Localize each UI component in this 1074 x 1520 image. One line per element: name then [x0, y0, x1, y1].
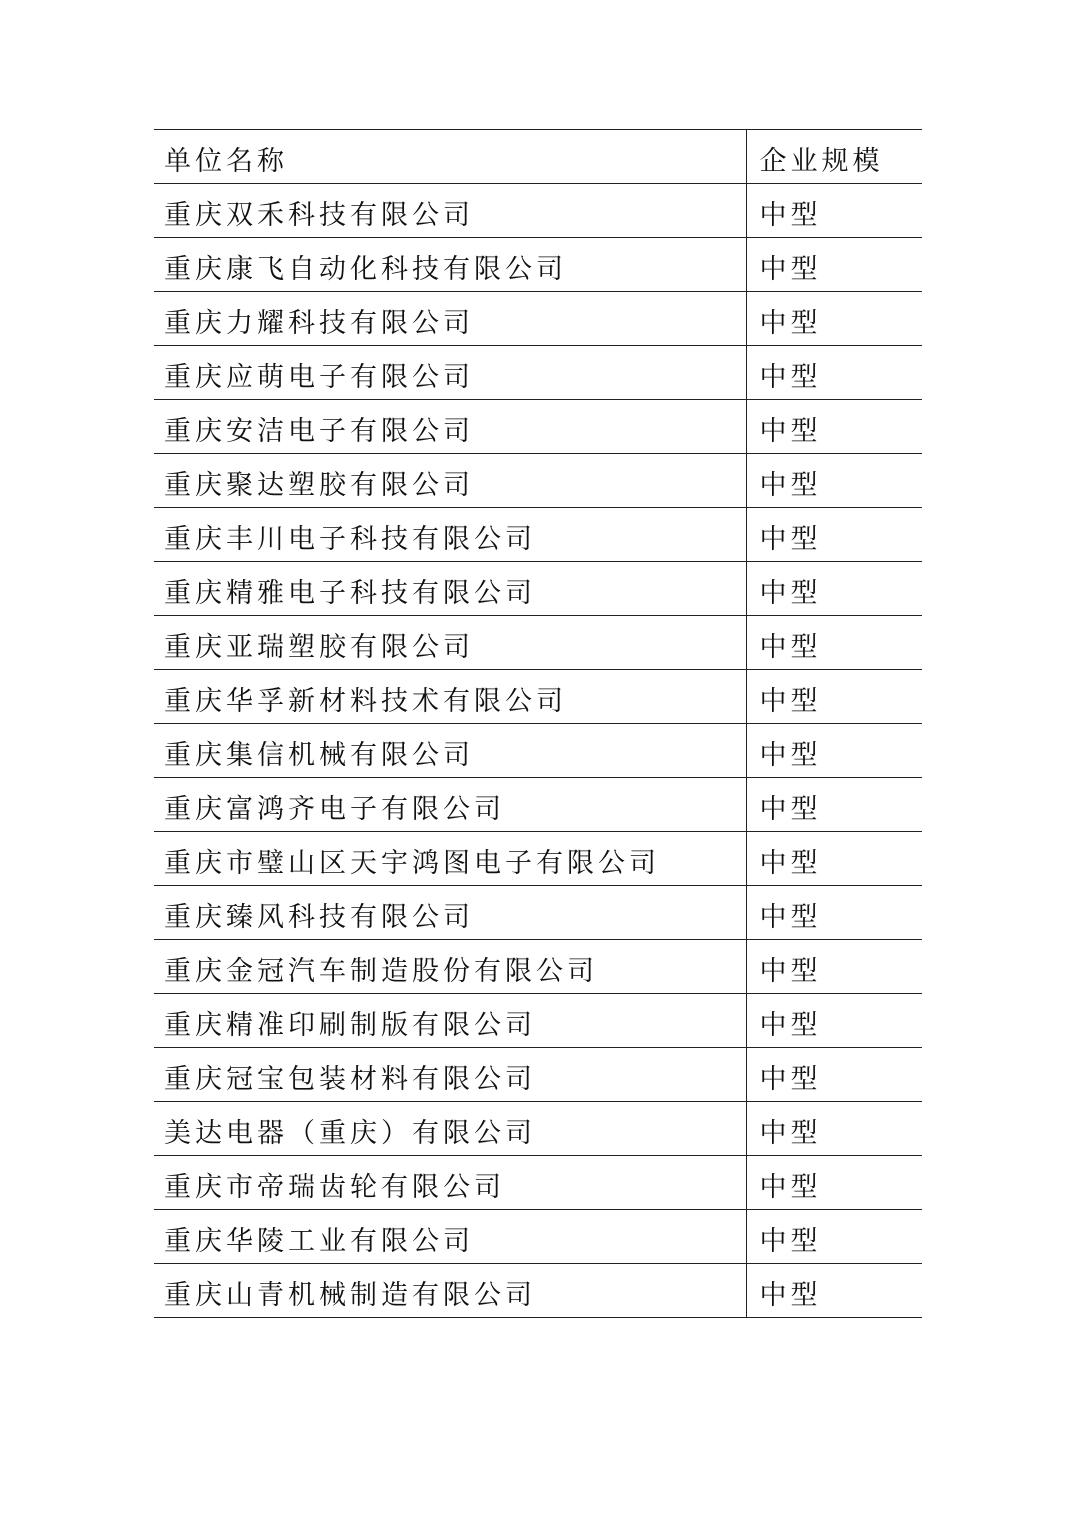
company-scale: 中型	[759, 578, 822, 609]
company-name: 重庆丰川电子科技有限公司	[164, 524, 536, 555]
company-name-cell	[154, 832, 746, 886]
company-name-cell	[154, 940, 746, 994]
company-name: 重庆康飞自动化科技有限公司	[164, 254, 567, 285]
company-scale-cell	[746, 724, 922, 778]
table-row	[154, 292, 922, 346]
company-scale-cell	[746, 940, 922, 994]
table-row	[154, 508, 922, 562]
company-scale-cell	[746, 1102, 922, 1156]
table-row	[154, 1210, 922, 1264]
company-scale: 中型	[759, 1118, 822, 1149]
company-name-cell	[154, 778, 746, 832]
company-name-cell	[154, 184, 746, 238]
company-name: 重庆市帝瑞齿轮有限公司	[164, 1172, 505, 1203]
table-row	[154, 1048, 922, 1102]
company-scale: 中型	[759, 794, 822, 825]
company-name: 重庆集信机械有限公司	[164, 740, 474, 771]
company-name-cell	[154, 454, 746, 508]
company-scale-cell	[746, 1210, 922, 1264]
company-scale-cell	[746, 1048, 922, 1102]
table-row	[154, 886, 922, 940]
company-name: 重庆华陵工业有限公司	[164, 1226, 474, 1257]
company-scale-cell	[746, 778, 922, 832]
table-row	[154, 1156, 922, 1210]
company-scale-cell	[746, 616, 922, 670]
company-name-cell	[154, 292, 746, 346]
company-name-cell	[154, 1048, 746, 1102]
company-name: 重庆精雅电子科技有限公司	[164, 578, 536, 609]
table-row	[154, 724, 922, 778]
column-header-name-text: 单位名称	[164, 146, 288, 177]
company-scale-cell	[746, 184, 922, 238]
company-name-cell	[154, 1264, 746, 1318]
company-name-cell	[154, 670, 746, 724]
company-name-cell	[154, 886, 746, 940]
company-name-cell	[154, 1156, 746, 1210]
company-scale: 中型	[759, 686, 822, 717]
company-name-cell	[154, 562, 746, 616]
company-name: 重庆山青机械制造有限公司	[164, 1280, 536, 1311]
company-scale-cell	[746, 1264, 922, 1318]
company-scale: 中型	[759, 1280, 822, 1311]
company-scale-cell	[746, 454, 922, 508]
company-scale: 中型	[759, 524, 822, 555]
company-name: 重庆臻风科技有限公司	[164, 902, 474, 933]
table-row	[154, 400, 922, 454]
company-name: 重庆聚达塑胶有限公司	[164, 470, 474, 501]
table-row	[154, 184, 922, 238]
company-name-cell	[154, 1102, 746, 1156]
company-scale-cell	[746, 346, 922, 400]
table-row	[154, 454, 922, 508]
company-name: 重庆冠宝包装材料有限公司	[164, 1064, 536, 1095]
company-name: 重庆精准印刷制版有限公司	[164, 1010, 536, 1041]
company-scale: 中型	[759, 1226, 822, 1257]
company-name: 重庆双禾科技有限公司	[164, 200, 474, 231]
company-scale: 中型	[759, 308, 822, 339]
company-scale: 中型	[759, 1172, 822, 1203]
company-scale-cell	[746, 994, 922, 1048]
table-header	[154, 130, 922, 184]
column-header-name	[154, 130, 746, 184]
table-body	[154, 184, 922, 1318]
company-scale: 中型	[759, 632, 822, 663]
company-name-cell	[154, 994, 746, 1048]
company-scale: 中型	[759, 956, 822, 987]
company-scale: 中型	[759, 254, 822, 285]
company-scale-cell	[746, 238, 922, 292]
company-scale: 中型	[759, 362, 822, 393]
company-scale: 中型	[759, 416, 822, 447]
company-scale-cell	[746, 508, 922, 562]
company-name: 重庆安洁电子有限公司	[164, 416, 474, 447]
table-row	[154, 994, 922, 1048]
company-table	[154, 129, 922, 1318]
company-name: 重庆亚瑞塑胶有限公司	[164, 632, 474, 663]
company-scale: 中型	[759, 1010, 822, 1041]
company-scale: 中型	[759, 200, 822, 231]
table-row	[154, 238, 922, 292]
company-scale-cell	[746, 562, 922, 616]
table-row	[154, 778, 922, 832]
table-row	[154, 616, 922, 670]
company-scale-cell	[746, 670, 922, 724]
company-scale: 中型	[759, 1064, 822, 1095]
header-row	[154, 130, 922, 184]
company-name-cell	[154, 616, 746, 670]
table-row	[154, 1264, 922, 1318]
company-scale: 中型	[759, 470, 822, 501]
company-name: 美达电器（重庆）有限公司	[164, 1118, 536, 1149]
company-scale-cell	[746, 400, 922, 454]
company-name-cell	[154, 508, 746, 562]
company-scale: 中型	[759, 848, 822, 879]
company-name: 重庆应萌电子有限公司	[164, 362, 474, 393]
company-name: 重庆金冠汽车制造股份有限公司	[164, 956, 598, 987]
company-name-cell	[154, 724, 746, 778]
company-scale: 中型	[759, 902, 822, 933]
table-row	[154, 1102, 922, 1156]
company-scale-cell	[746, 1156, 922, 1210]
table-row	[154, 346, 922, 400]
table-row	[154, 562, 922, 616]
company-name-cell	[154, 238, 746, 292]
company-scale: 中型	[759, 740, 822, 771]
table-row	[154, 832, 922, 886]
company-scale-cell	[746, 292, 922, 346]
column-header-scale	[746, 130, 922, 184]
company-name: 重庆力耀科技有限公司	[164, 308, 474, 339]
company-name-cell	[154, 1210, 746, 1264]
company-name: 重庆华孚新材料技术有限公司	[164, 686, 567, 717]
company-scale-cell	[746, 832, 922, 886]
company-name-cell	[154, 346, 746, 400]
column-header-scale-text: 企业规模	[759, 146, 884, 177]
company-scale-cell	[746, 886, 922, 940]
company-name: 重庆富鸿齐电子有限公司	[164, 794, 505, 825]
table-row	[154, 940, 922, 994]
company-name: 重庆市璧山区天宇鸿图电子有限公司	[164, 848, 660, 879]
table-row	[154, 670, 922, 724]
company-name-cell	[154, 400, 746, 454]
